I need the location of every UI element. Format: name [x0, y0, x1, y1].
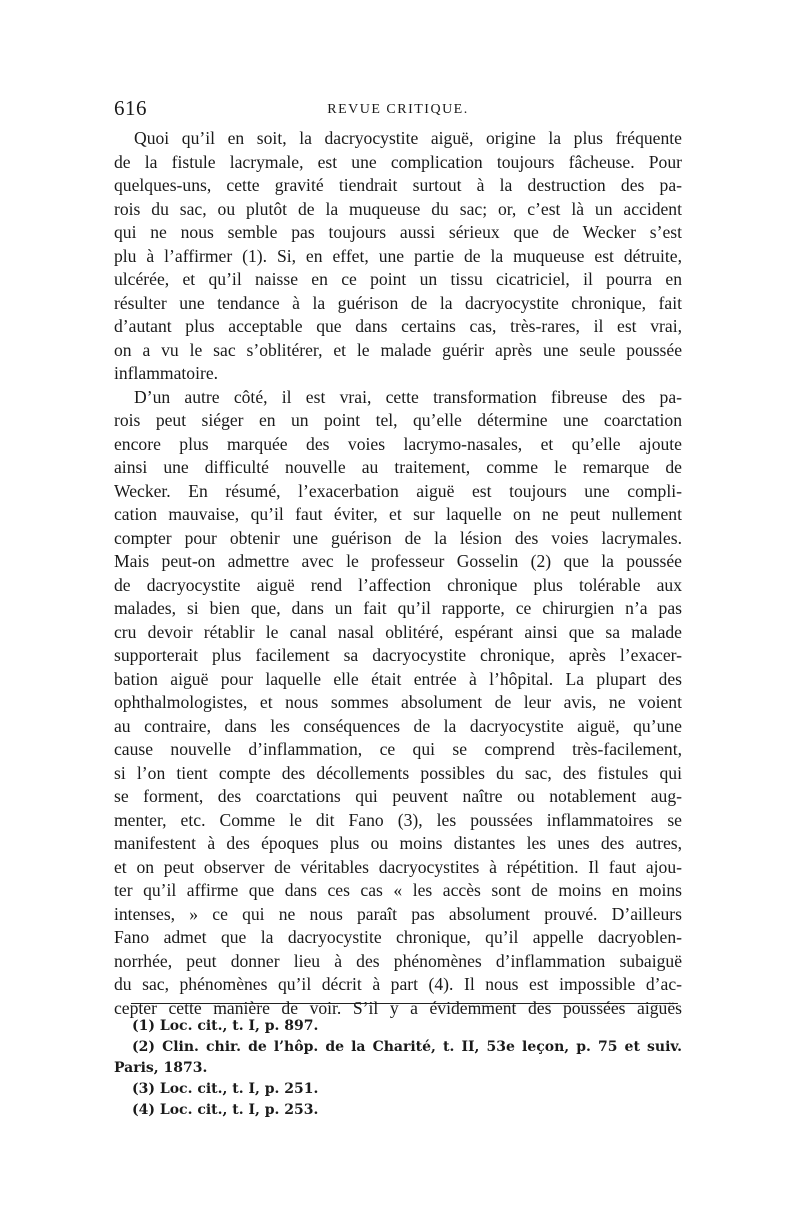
text-line: manifestent à des époques plus ou moins distantes les unes des autres, [114, 833, 682, 853]
page-number: 616 [114, 96, 147, 120]
text-line: cation mauvaise, qu’il faut éviter, et sur laquelle on ne peut nullement [114, 504, 682, 524]
text-line: quelques-uns, cette gravité tiendrait surtout à la destruction des pa- [114, 175, 682, 195]
text-line: malades, si bien que, dans un fait qu’il rapporte, ce chirurgien n’a pas [114, 598, 682, 618]
text-line: norrhée, peut donner lieu à des phénomènes d’inflammation subaiguë [114, 950, 682, 971]
footnote-continuation: Paris, 1873. [114, 1060, 208, 1076]
text-line: bation aiguë pour laquelle elle était entrée à l’hôpital. La plupart des [114, 668, 682, 689]
text-line: Fano admet que la dacryocystite chronique, qu’il appelle dacryoblen- [114, 927, 682, 947]
footnote: (3) Loc. cit., t. I, p. 251. [132, 1081, 319, 1097]
text-line: Quoi qu’il en soit, la dacryocystite aiguë, origine la plus fréquente [134, 128, 682, 148]
text-line: encore plus marquée des voies lacrymo-nasales, et qu’elle ajoute [114, 433, 682, 454]
footnote: (2) Clin. chir. de l’hôp. de la Charité, t. II, 53e leçon, p. 75 et suiv. [132, 1039, 682, 1055]
text-line: cepter cette manière de voir. S’il y a évidemment des poussées aiguës [114, 997, 682, 1018]
text-line: intenses, » ce qui ne nous paraît pas absolument prouvé. D’ailleurs [114, 903, 682, 924]
text-line: ophthalmologistes, et nous sommes absolument de leur avis, ne voient [114, 692, 682, 712]
text-line: on a vu le sac s’oblitérer, et le malade guérir après une seule poussée [114, 339, 682, 360]
text-line: rois du sac, ou plutôt de la muqueuse du sac; or, c’est là un accident [114, 198, 682, 219]
text-line: d’autant plus acceptable que dans certains cas, très-rares, il est vrai, [114, 316, 682, 336]
footnotes [114, 1016, 682, 1121]
text-line: inflammatoire. [114, 363, 219, 383]
text-line: menter, etc. Comme le dit Fano (3), les poussées inflammatoires se [114, 809, 682, 830]
text-line: cause nouvelle d’inflammation, ce qui se comprend très-facilement, [114, 739, 682, 759]
text-line: cru devoir rétablir le canal nasal oblitéré, espérant ainsi que sa malade [114, 621, 682, 642]
text-line: Mais peut-on admettre avec le professeur Gosselin (2) que la poussée [114, 551, 682, 571]
body-text [114, 127, 682, 1020]
text-line: ulcérée, et qu’il naisse en ce point un tissu cicatriciel, il pourra en [114, 269, 682, 289]
text-line: de dacryocystite aiguë rend l’affection chronique plus tolérable aux [114, 574, 682, 595]
footnote: (1) Loc. cit., t. I, p. 897. [132, 1018, 319, 1034]
text-line: au contraire, dans les conséquences de la dacryocystite aiguë, qu’une [114, 715, 682, 736]
text-line: résulter une tendance à la guérison de la dacryocystite chronique, fait [114, 292, 682, 313]
text-line: rois peut siéger en un point tel, qu’elle détermine une coarctation [114, 410, 682, 430]
text-line: et on peut observer de véritables dacryocystites à répétition. Il faut ajou- [114, 856, 682, 877]
text-line: plu à l’affirmer (1). Si, en effet, une partie de la muqueuse est détruite, [114, 245, 682, 266]
text-line: de la fistule lacrymale, est une complication toujours fâcheuse. Pour [114, 151, 682, 172]
text-line: qui ne nous semble pas toujours aussi sérieux que de Wecker s’est [114, 222, 682, 242]
text-line: du sac, phénomènes qu’il décrit à part (4). Il nous est impossible d’ac- [114, 974, 682, 994]
footnote: (4) Loc. cit., t. I, p. 253. [132, 1102, 319, 1118]
running-head: REVUE CRITIQUE. [327, 102, 469, 117]
footnote-divider [131, 1003, 678, 1004]
text-line: compter pour obtenir une guérison de la lésion des voies lacrymales. [114, 527, 682, 548]
text-line: ter qu’il affirme que dans ces cas « les accès sont de moins en moins [114, 880, 682, 900]
text-line: Wecker. En résumé, l’exacerbation aiguë est toujours une compli- [114, 480, 682, 501]
text-line: ainsi une difficulté nouvelle au traitement, comme le remarque de [114, 457, 682, 477]
text-line: se forment, des coarctations qui peuvent naître ou notablement aug- [114, 786, 682, 806]
text-line: D’un autre côté, il est vrai, cette transformation fibreuse des pa- [134, 386, 682, 407]
text-line: si l’on tient compte des décollements possibles du sac, des fistules qui [114, 762, 682, 783]
text-line: supporterait plus facilement sa dacryocystite chronique, après l’exacer- [114, 645, 682, 665]
page-header [114, 96, 682, 122]
